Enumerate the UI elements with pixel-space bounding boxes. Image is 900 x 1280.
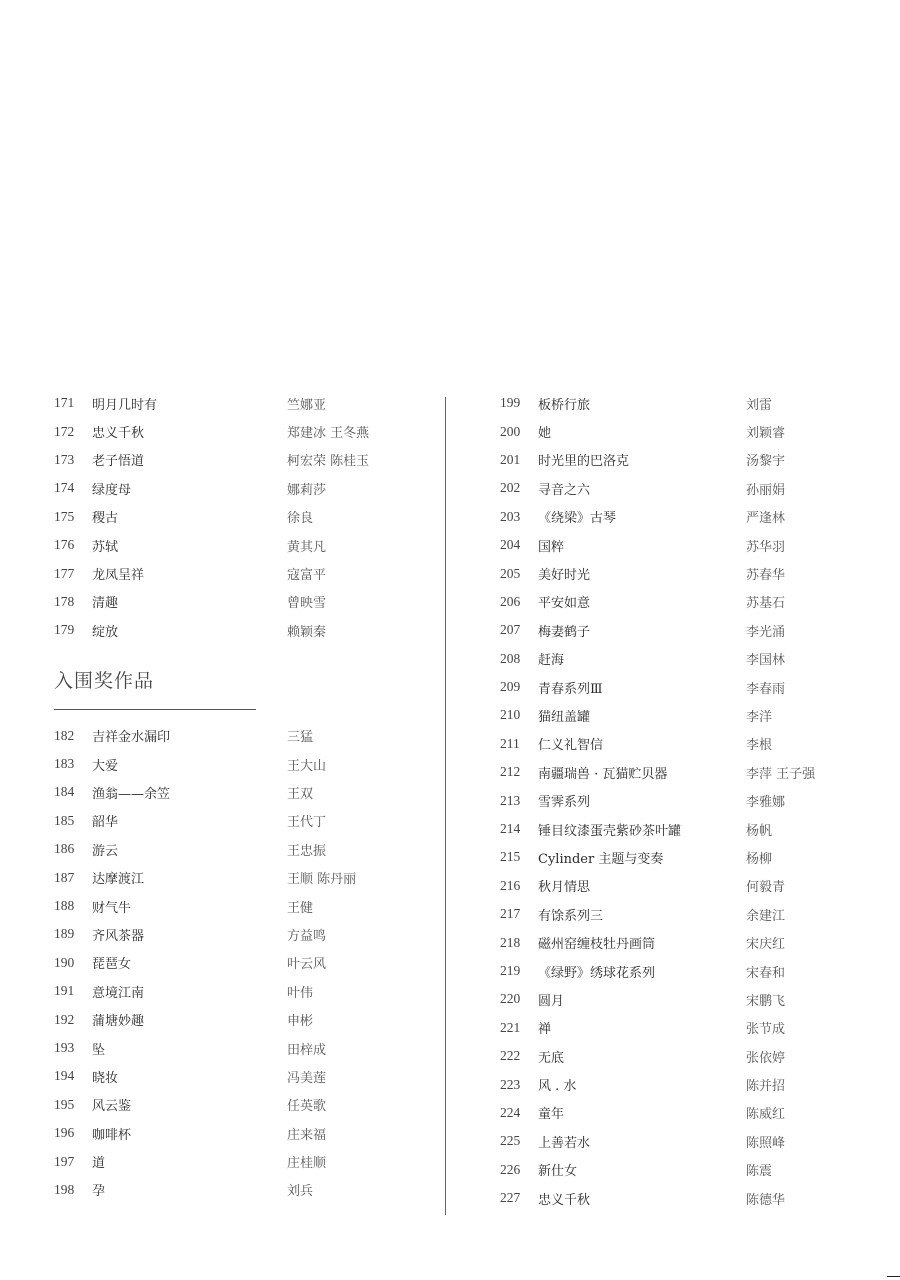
list-item <box>54 588 434 616</box>
entry-title: 赶海 <box>538 653 565 669</box>
entry-title: 青春系列Ⅲ <box>538 681 603 697</box>
right-column <box>500 389 840 1212</box>
entry-artist: 柯宏荣 陈桂玉 <box>287 454 370 470</box>
entry-artist: 孙丽娟 <box>746 482 786 498</box>
entry-number: 183 <box>54 756 75 772</box>
entry-title: 晓妆 <box>92 1070 119 1086</box>
entry-number: 185 <box>54 812 75 828</box>
entry-number: 186 <box>54 841 75 857</box>
entry-artist: 黄其凡 <box>287 539 327 555</box>
entry-artist: 李光涌 <box>746 624 786 640</box>
entry-title: 绽放 <box>92 624 119 640</box>
entry-number: 200 <box>500 423 521 439</box>
entry-title: 国粹 <box>538 539 565 555</box>
list-item <box>500 446 840 474</box>
entry-artist: 杨帆 <box>746 823 773 839</box>
list-item <box>500 474 840 502</box>
entry-title: 财气牛 <box>92 900 132 916</box>
entry-artist: 寇富平 <box>287 568 327 584</box>
entry-number: 209 <box>500 679 521 695</box>
list-item <box>500 815 840 843</box>
entry-title: 忠义千秋 <box>538 1192 591 1208</box>
list-item <box>500 673 840 701</box>
entry-artist: 王健 <box>287 900 314 916</box>
list-item <box>54 531 434 559</box>
entry-number: 212 <box>500 764 521 780</box>
entry-number: 171 <box>54 395 75 411</box>
list-item <box>500 1099 840 1127</box>
entry-artist: 冯美莲 <box>287 1070 327 1086</box>
list-item <box>54 1034 434 1062</box>
entry-artist: 竺娜亚 <box>287 397 327 413</box>
entry-number: 218 <box>500 934 521 950</box>
list-item <box>54 1119 434 1147</box>
entry-artist: 庄来福 <box>287 1127 327 1143</box>
entry-title: 道 <box>92 1156 106 1172</box>
entry-artist: 郑建冰 王冬燕 <box>287 426 370 442</box>
list-item <box>500 985 840 1013</box>
entry-title: 意境江南 <box>92 985 145 1001</box>
entry-title: 《绕梁》古琴 <box>538 511 617 527</box>
entry-title: 明月几时有 <box>92 397 158 413</box>
list-item <box>54 1147 434 1175</box>
entry-title: 孕 <box>92 1184 106 1200</box>
list-item <box>54 863 434 891</box>
entry-artist: 任英歌 <box>287 1099 327 1115</box>
entry-artist: 余建江 <box>746 908 786 924</box>
entry-number: 196 <box>54 1125 75 1141</box>
entry-title: 圆月 <box>538 993 565 1009</box>
entry-artist: 赖颖秦 <box>287 624 327 640</box>
list-item <box>54 1062 434 1090</box>
list-item <box>54 892 434 920</box>
entry-number: 224 <box>500 1104 521 1120</box>
list-item <box>54 446 434 474</box>
list-item <box>54 750 434 778</box>
entry-number: 222 <box>500 1048 521 1064</box>
list-item <box>500 701 840 729</box>
entry-title: 无底 <box>538 1050 565 1066</box>
entry-title: 仁义礼智信 <box>538 738 604 754</box>
entry-title: 《绿野》绣球花系列 <box>538 965 656 981</box>
entry-title: 板桥行旅 <box>538 397 591 413</box>
entry-artist: 王忠振 <box>287 843 327 859</box>
entry-artist: 李雅娜 <box>746 795 786 811</box>
entry-title: 忠义千秋 <box>92 426 145 442</box>
entry-number: 193 <box>54 1040 75 1055</box>
entry-number: 173 <box>54 451 75 467</box>
list-item <box>54 1091 434 1119</box>
entry-number: 174 <box>54 480 75 496</box>
entry-number: 199 <box>500 395 521 411</box>
entry-artist: 方益鸣 <box>287 928 327 944</box>
entry-title: 雪霁系列 <box>538 795 591 811</box>
entry-artist: 李洋 <box>746 709 773 725</box>
entry-artist: 张节成 <box>746 1022 786 1038</box>
entry-title: 童年 <box>538 1107 565 1123</box>
list-item <box>500 730 840 758</box>
entry-title: 锤目纹漆蛋壳紫砂茶叶罐 <box>538 823 682 839</box>
entry-number: 189 <box>54 926 75 942</box>
entry-title: 渔翁——余笠 <box>92 786 171 802</box>
list-item <box>500 758 840 786</box>
entry-number: 206 <box>500 593 521 609</box>
finalist-list <box>54 722 434 1205</box>
entry-title: 梅妻鹤子 <box>538 624 591 640</box>
entry-artist: 陈德华 <box>746 1192 786 1208</box>
entry-title: 新仕女 <box>538 1164 578 1180</box>
section-heading: 入围奖作品 <box>54 669 155 692</box>
entry-title: 磁州窑缠枝牡丹画筒 <box>538 937 656 953</box>
entry-artist: 叶伟 <box>287 985 314 1001</box>
list-item <box>54 417 434 445</box>
entry-artist: 刘颖睿 <box>746 426 786 442</box>
entry-number: 216 <box>500 877 521 893</box>
list-item <box>54 559 434 587</box>
entry-number: 175 <box>54 508 75 524</box>
entry-artist: 苏基石 <box>746 596 786 612</box>
entry-number: 192 <box>54 1011 75 1027</box>
entry-artist: 三猛 <box>287 730 314 746</box>
list-item <box>54 835 434 863</box>
entry-title: 绿度母 <box>92 482 132 498</box>
entry-title: 老子悟道 <box>92 454 145 470</box>
entry-number: 213 <box>500 792 521 808</box>
entry-number: 210 <box>500 707 521 723</box>
list-item <box>500 843 840 871</box>
list-item <box>500 559 840 587</box>
entry-number: 179 <box>54 622 75 638</box>
entry-artist: 苏春华 <box>746 568 786 584</box>
list-item <box>500 531 840 559</box>
list-item <box>500 1014 840 1042</box>
entry-title: 韶华 <box>92 815 119 831</box>
entry-title: 蒲塘妙趣 <box>92 1014 145 1030</box>
list-item <box>54 949 434 977</box>
list-item <box>500 900 840 928</box>
list-item <box>54 722 434 750</box>
entry-number: 195 <box>54 1096 75 1112</box>
entry-artist: 苏华羽 <box>746 539 786 555</box>
entry-number: 184 <box>54 784 75 800</box>
entry-title: 咖啡杯 <box>92 1127 132 1143</box>
list-item <box>500 503 840 531</box>
list-item <box>500 928 840 956</box>
entry-title: 游云 <box>92 843 119 859</box>
entry-number: 214 <box>500 821 521 837</box>
entry-number: 225 <box>500 1133 521 1149</box>
entry-artist: 李春雨 <box>746 681 786 697</box>
entry-number: 219 <box>500 963 521 978</box>
list-item <box>500 786 840 814</box>
entry-artist: 李萍 王子强 <box>746 766 816 782</box>
entry-title: 寻音之六 <box>538 482 591 498</box>
list-item <box>500 1042 840 1070</box>
entry-number: 198 <box>54 1181 75 1197</box>
list-item <box>500 616 840 644</box>
entry-number: 201 <box>500 451 521 467</box>
list-item <box>54 503 434 531</box>
entry-title: 秋月情思 <box>538 880 591 896</box>
entry-title: 琵琶女 <box>92 957 132 973</box>
entry-artist: 王双 <box>287 786 314 802</box>
entry-artist: 田梓成 <box>287 1042 327 1058</box>
list-item <box>54 778 434 806</box>
entry-number: 215 <box>500 849 521 865</box>
list-item <box>500 957 840 985</box>
entry-title: 吉祥金水漏印 <box>92 730 171 746</box>
entry-title: 猫纽盖罐 <box>538 709 591 725</box>
entry-title: 她 <box>538 426 552 442</box>
entry-number: 217 <box>500 906 521 922</box>
entry-number: 204 <box>500 537 521 553</box>
entry-artist: 何毅青 <box>746 880 786 896</box>
entry-number: 203 <box>500 508 521 524</box>
entry-title: 坠 <box>92 1042 106 1058</box>
entry-title: 清趣 <box>92 596 119 612</box>
entry-title: Cylinder 主题与变奏 <box>538 851 664 867</box>
entry-number: 205 <box>500 565 521 581</box>
entry-title: 大爱 <box>92 758 119 774</box>
left-column <box>54 389 434 1204</box>
entry-artist: 刘兵 <box>287 1184 314 1200</box>
entry-title: 齐风茶器 <box>92 928 145 944</box>
entry-artist: 陈照峰 <box>746 1135 786 1151</box>
entry-number: 190 <box>54 954 75 970</box>
finalist-list-continued <box>500 389 840 1212</box>
entry-number: 177 <box>54 565 75 581</box>
entry-number: 176 <box>54 537 75 553</box>
list-item <box>500 872 840 900</box>
entry-artist: 陈并招 <box>746 1079 786 1095</box>
entry-number: 221 <box>500 1019 521 1035</box>
list-item <box>500 1184 840 1212</box>
entry-title: 有馀系列三 <box>538 908 604 924</box>
entry-title: 上善若水 <box>538 1135 591 1151</box>
entry-artist: 张依婷 <box>746 1050 786 1066</box>
award-list-top <box>54 389 434 645</box>
list-item <box>500 389 840 417</box>
column-divider <box>445 397 446 1215</box>
entry-title: 稷古 <box>92 511 119 527</box>
entry-artist: 宋鹏飞 <box>746 993 786 1009</box>
list-item <box>54 1176 434 1204</box>
list-item <box>54 389 434 417</box>
entry-artist: 申彬 <box>287 1014 314 1030</box>
entry-artist: 李国林 <box>746 653 786 669</box>
list-item <box>500 1070 840 1098</box>
entry-title: 禅 <box>538 1022 552 1038</box>
entry-title: 时光里的巴洛克 <box>538 454 630 470</box>
list-item <box>54 1005 434 1033</box>
entry-artist: 严逢林 <box>746 511 786 527</box>
entry-title: 南疆瑞兽 · 瓦猫贮贝器 <box>538 766 668 782</box>
entry-artist: 陈震 <box>746 1164 773 1180</box>
list-item <box>54 920 434 948</box>
list-item <box>54 474 434 502</box>
entry-number: 202 <box>500 480 521 496</box>
list-item <box>500 645 840 673</box>
list-item <box>500 1127 840 1155</box>
entry-number: 178 <box>54 593 75 609</box>
list-item <box>500 417 840 445</box>
entry-number: 223 <box>500 1076 521 1092</box>
entry-artist: 王顺 陈丹丽 <box>287 872 357 888</box>
entry-title: 美好时光 <box>538 568 591 584</box>
list-item <box>500 588 840 616</box>
entry-artist: 徐良 <box>287 511 314 527</box>
entry-artist: 宋春和 <box>746 965 786 981</box>
entry-number: 227 <box>500 1190 521 1206</box>
entry-number: 220 <box>500 991 521 1007</box>
list-item <box>54 807 434 835</box>
entry-artist: 曾映雪 <box>287 596 327 612</box>
entry-artist: 宋庆红 <box>746 937 786 953</box>
entry-artist: 庄桂顺 <box>287 1156 327 1172</box>
entry-number: 194 <box>54 1068 75 1084</box>
entry-number: 191 <box>54 983 75 999</box>
entry-title: 风云鉴 <box>92 1099 132 1115</box>
entry-title: 苏轼 <box>92 539 119 555</box>
entry-artist: 叶云风 <box>287 957 327 973</box>
entry-number: 226 <box>500 1161 521 1177</box>
entry-artist: 娜莉莎 <box>287 482 327 498</box>
entry-number: 208 <box>500 650 521 666</box>
entry-number: 182 <box>54 727 75 743</box>
entry-artist: 陈威红 <box>746 1107 786 1123</box>
entry-artist: 刘雷 <box>746 397 773 413</box>
entry-number: 197 <box>54 1153 75 1169</box>
list-item <box>500 1156 840 1184</box>
entry-artist: 李根 <box>746 738 773 754</box>
entry-artist: 汤黎宇 <box>746 454 786 470</box>
entry-number: 211 <box>500 735 520 751</box>
entry-number: 187 <box>54 869 75 885</box>
page-corner-mark <box>887 1276 900 1277</box>
section-underline <box>54 709 256 710</box>
entry-number: 172 <box>54 423 75 439</box>
entry-title: 风 . 水 <box>538 1079 577 1095</box>
entry-artist: 杨柳 <box>746 851 773 867</box>
entry-title: 达摩渡江 <box>92 872 145 888</box>
entry-title: 平安如意 <box>538 596 591 612</box>
entry-number: 188 <box>54 898 75 914</box>
list-item <box>54 977 434 1005</box>
entry-number: 207 <box>500 622 521 638</box>
entry-artist: 王大山 <box>287 758 327 774</box>
entry-artist: 王代丁 <box>287 815 327 831</box>
list-item <box>54 616 434 644</box>
entry-title: 龙凤呈祥 <box>92 568 145 584</box>
